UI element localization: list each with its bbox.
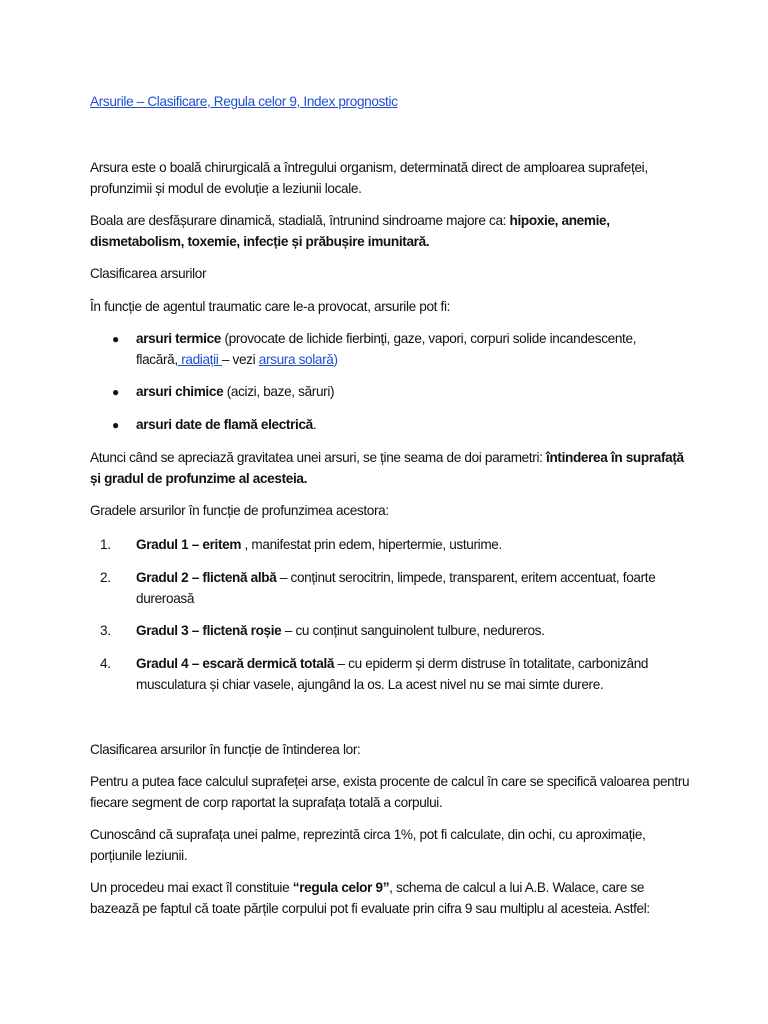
bullet-icon: ● <box>112 418 119 432</box>
classification-lead: În funcție de agentul traumatic care le-a provocat, arsurile pot fi: <box>90 299 451 314</box>
intro-paragraph-2: Boala are desfășurare dinamică, stadială, întrunind sindroame majore ca: hipoxie, anemie, dismetabolism, toxemie, infecție și prăbușire imunitară. <box>90 213 610 249</box>
extent-paragraph-2: Cunoscând că suprafața unei palme, reprezintă circa 1%, pot fi calculate, din ochi, cu aproximație, porțiunile leziunii. <box>90 827 646 863</box>
extent-paragraph-3: Un procedeu mai exact îl constituie “regula celor 9”, schema de calcul a lui A.B. Walace, care se bazează pe faptul că toate părțile corpului pot fi evaluate prin cifra 9 sau multiplu al acesteia. Astfel: <box>90 880 650 916</box>
extent-paragraph-1: Pentru a putea face calculul suprafeței arse, exista procente de calcul în care se specifică valoarea pentru fiecare segment de corp raportat la suprafața totală a corpului. <box>90 774 690 810</box>
section-heading-classification: Clasificarea arsurilor <box>90 266 207 281</box>
arsura-solara-link[interactable]: arsura solară) <box>258 351 338 367</box>
bullet-icon: ● <box>112 332 119 346</box>
document-page: Arsurile – Clasificare, Regula celor 9, Index prognostic Arsura este o boală chirurgicală a întregului organism, determinată direct de amploarea suprafeței, profunzimii și modul de evoluție a leziunii locale. Boala are desfășurare dinamică, stadială, întrunind sindroame majore ca: hipoxie, anemie, dismetabolism, toxemie, infecție și prăbușire imunitară. Clasificarea arsurilor În funcție de agentul traumatic care le-a provocat, arsurile pot fi: ● arsuri termice (provocate de lichide fierbinți, gaze, vapori, corpuri solide incandescente, flacără, radiații – vezi arsura solară) ● arsuri chimice (acizi, baze, săruri) ● arsuri date de flamă electrică. Atunci când se apreciază gravitatea unei arsuri, se ține seama de doi parametri: întinderea în suprafață și gradul de profunzime al acesteia. Gradele arsurilor în funcție de profunzimea acestora: 1. Gradul 1 – eritem , manifestat prin edem, hipertermie, usturime. 2. Gradul 2 – flictenă albă – conținut serocitrin, limpede, transparent, eritem accentuat, foarte dureroasă 3. Gradul 3 – flictenă roșie – cu conținut sanguinolent tulbure, nedureros. 4. Gradul 4 – escară dermică totală – cu epiderm și derm distruse în totalitate, carbonizând musculatura și chiar vasele, ajungând la os. La acest nivel nu se mai simte durere. Clasificarea arsurilor în funcție de întinderea lor: Pentru a putea face calculul suprafeței arse, exista procente de calcul în care se specifică valoarea pentru fiecare segment de corp raportat la suprafața totală a corpului. Cunoscând că suprafața unei palme, reprezintă circa 1%, pot fi calculate, din ochi, cu aproximație, porțiunile leziunii. Un procedeu mai exact îl constituie “regula celor 9”, schema de calcul a lui A.B. Walace, care se bazează pe faptul că toate părțile corpului pot fi evaluate prin cifra 9 sau multiplu al acesteia. Astfel: <box>0 0 768 1024</box>
radiatii-link[interactable]: radiații <box>177 351 222 367</box>
article-title-link[interactable]: Arsurile – Clasificare, Regula celor 9, Index prognostic <box>90 94 398 109</box>
bullet-icon: ● <box>112 385 119 399</box>
gravity-paragraph: Atunci când se apreciază gravitatea unei arsuri, se ține seama de doi parametri: întinderea în suprafață și gradul de profunzime al acesteia. <box>90 450 684 486</box>
intro-paragraph-1: Arsura este o boală chirurgicală a întregului organism, determinată direct de amploarea suprafeței, profunzimii și modul de evoluție a leziunii locale. <box>90 160 648 196</box>
section-heading-extent: Clasificarea arsurilor în funcție de întinderea lor: <box>90 742 361 757</box>
section-heading-grades: Gradele arsurilor în funcție de profunzimea acestora: <box>90 503 389 518</box>
